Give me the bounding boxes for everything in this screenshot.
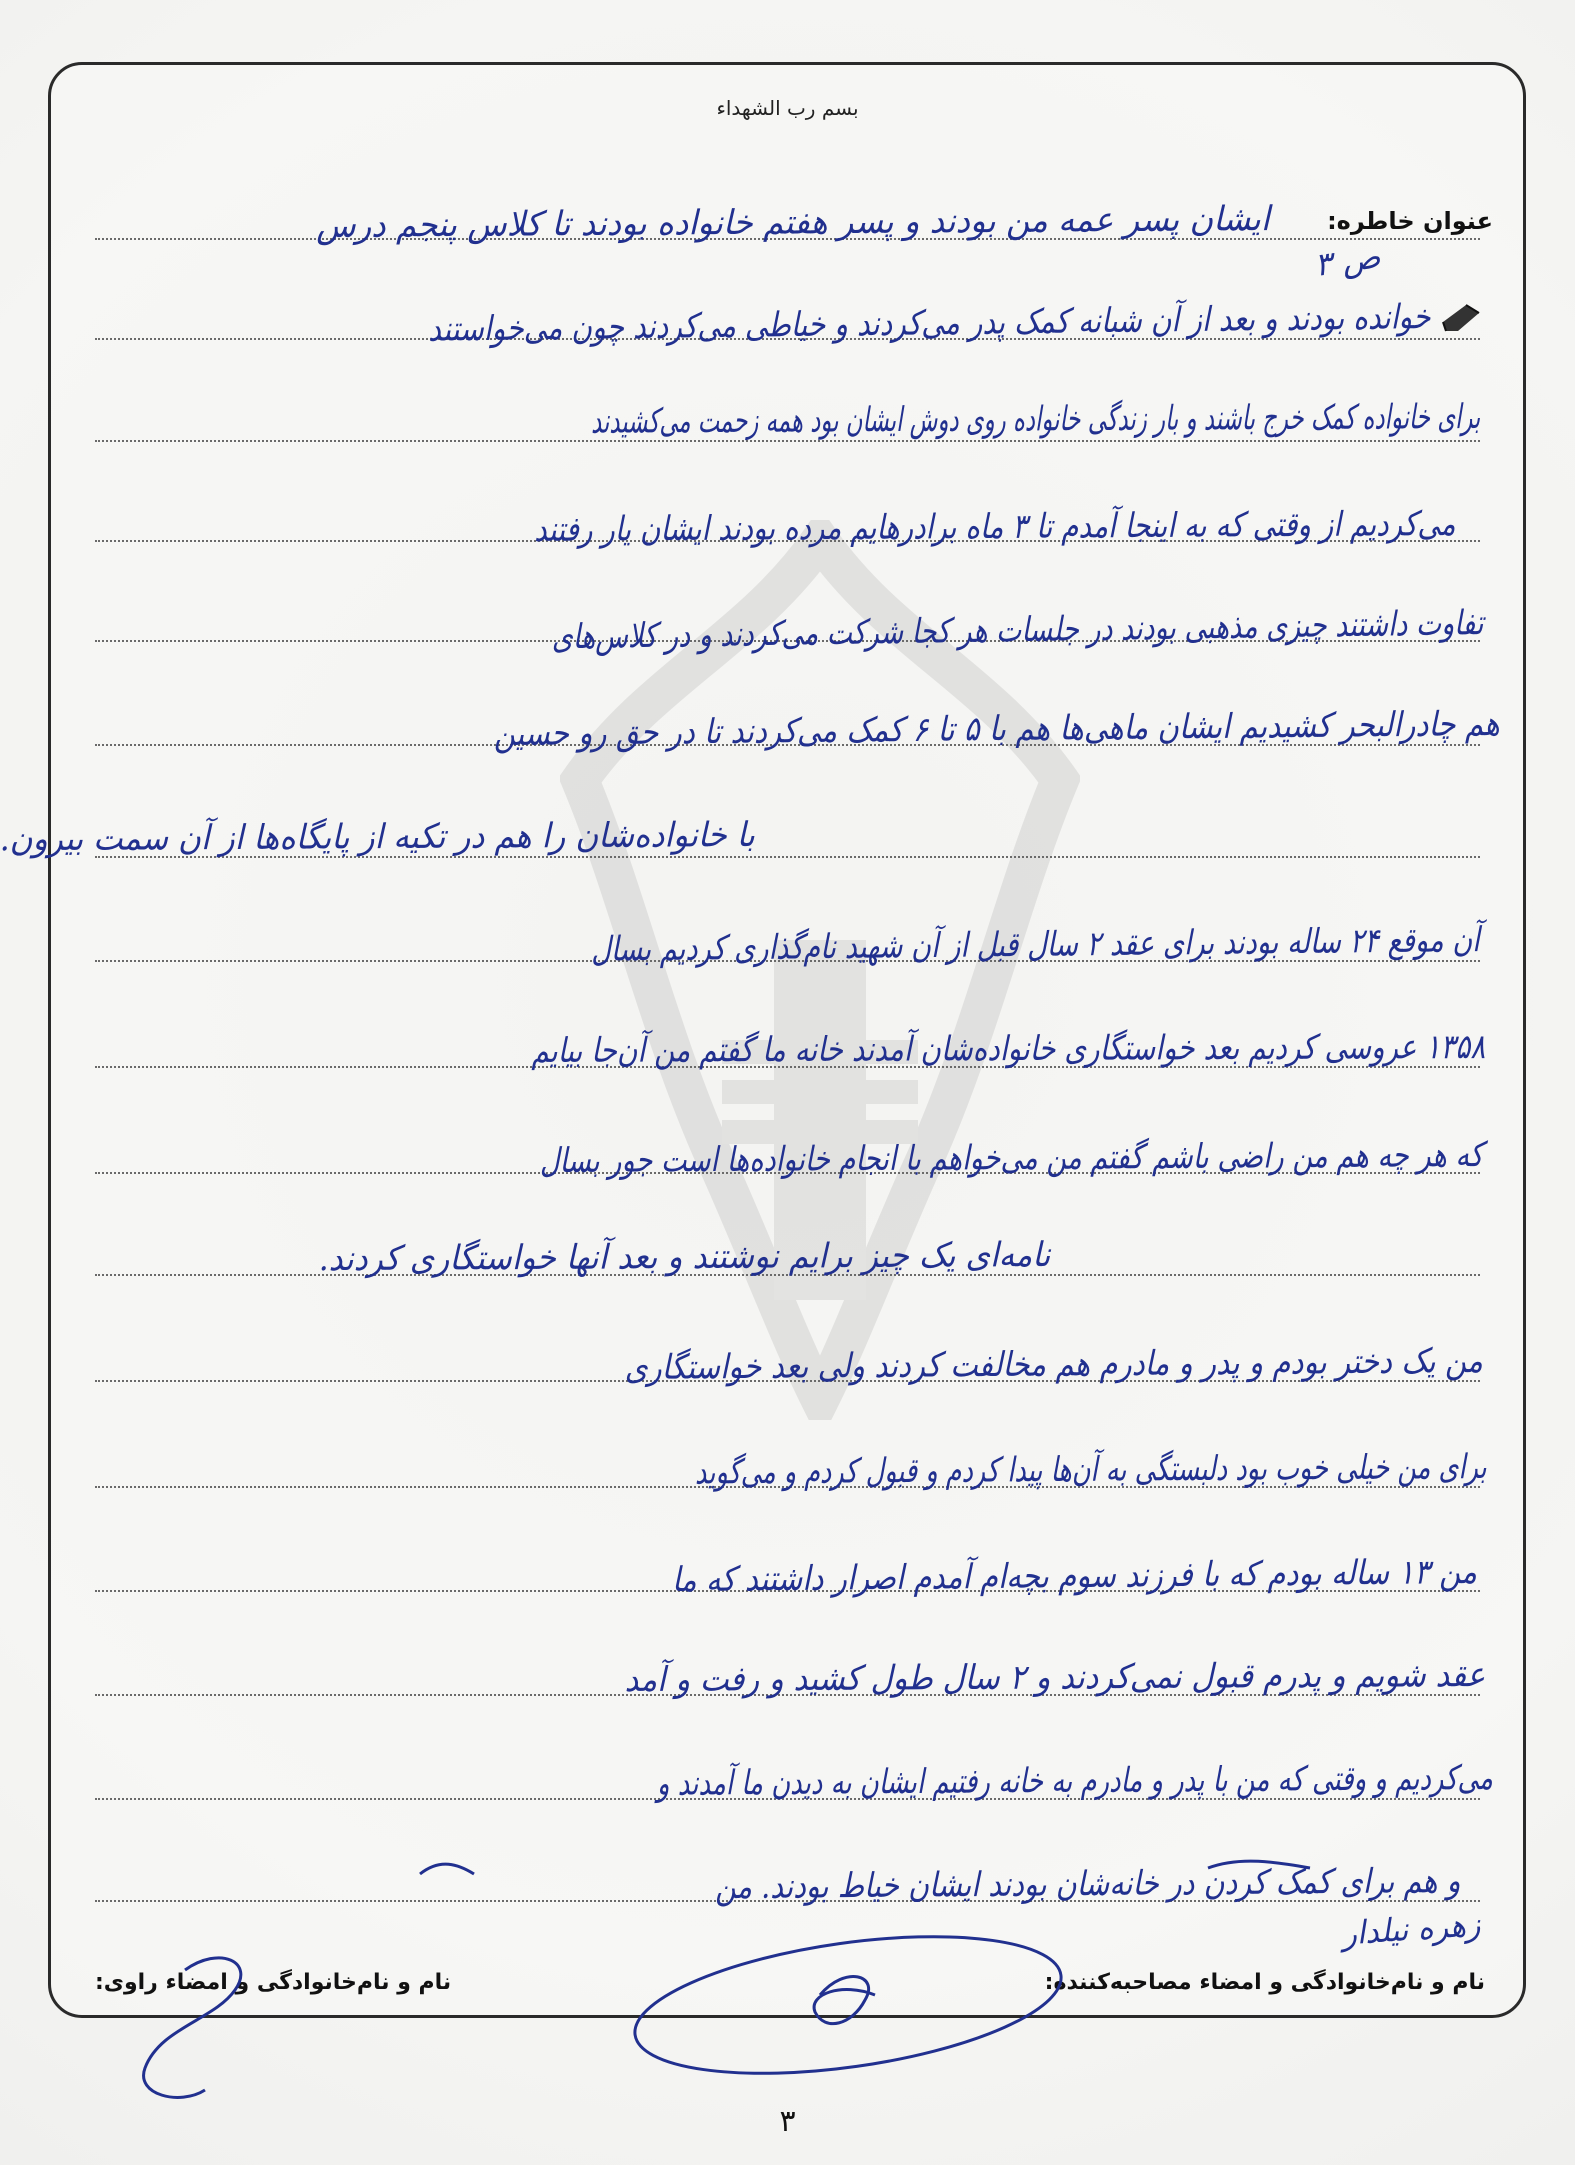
handwritten-line-17: و هم برای کمک کردن در خانه‌شان بودند ایشان خیاط بودند. من [714, 1861, 1461, 1908]
handwritten-line-4: می‌کردیم از وقتی که به اینجا آمدم تا ۳ ماه برادرهایم مرده بودند ایشان یار رفتند [533, 504, 1456, 550]
handwritten-line-14: من ۱۳ ساله بودم که با فرزند سوم بچه‌ام آمدم اصرار داشتند که ما [671, 1552, 1478, 1601]
interviewer-signature-label: نام و نام‌خانوادگی و امضاء مصاحبه‌کننده: [1044, 1970, 1485, 1995]
narrator-signature-label: نام و نام‌خانوادگی و امضاء راوی: [95, 1970, 452, 1995]
narrator-signature-name: زهره نیلدار [1340, 1905, 1482, 1953]
handwritten-line-10: که هر چه هم من راضی باشم گفتم من می‌خواهم با انجام خانواده‌ها است جور بسال [539, 1135, 1484, 1182]
handwritten-line-2: خوانده بودند و بعد از آن شبانه کمک پدر می‌کردند و خیاطی می‌کردند چون می‌خواستند [427, 297, 1431, 350]
handwritten-line-5: تفاوت داشتند چیزی مذهبی بودند در جلسات هر کجا شرکت می‌کردند و در کلاس‌های [551, 603, 1484, 658]
handwritten-line-13: برای من خیلی خوب بود دلبستگی به آن‌ها پیدا کردم و قبول کردم و می‌گوید [695, 1447, 1488, 1493]
handwritten-line-15: عقد شویم و پدرم قبول نمی‌کردند و ۲ سال طول کشید و رفت و آمد [624, 1655, 1486, 1701]
handwritten-line-16: می‌کردیم و وقتی که من با پدر و مادرم به خانه رفتیم ایشان به دیدن ما آمدند و [657, 1758, 1494, 1804]
handwritten-line-11: نامه‌ای یک چیز برایم نوشتند و بعد آنها خواستگاری کردند. [318, 1235, 1051, 1280]
handwritten-line-6: هم چادرالبحر کشیدیم ایشان ماهی‌ها هم با ۵ تا ۶ کمک می‌کردند تا در حق رو حسین [493, 704, 1501, 755]
handwritten-line-8: آن موقع ۲۴ ساله بودند برای عقد ۲ سال قبل از آن شهید نام‌گذاری کردیم بسال [591, 920, 1481, 970]
pen-hand-icon [1439, 300, 1485, 334]
signature-section [95, 1970, 1485, 1995]
handwritten-line-12: من یک دختر بودم و پدر و مادرم هم مخالفت کردند ولی بعد خواستگاری [624, 1341, 1484, 1388]
handwritten-line-9: ۱۳۵۸ عروسی کردیم بعد خواستگاری خانواده‌شان آمدند خانه ما گفتم من آن‌جا بیایم [531, 1027, 1486, 1072]
document-header: بسم رب الشهداء [716, 96, 859, 120]
handwritten-line-3: برای خانواده کمک خرج باشند و بار زندگی خانواده روی دوش ایشان بود همه زحمت می‌کشیدند [590, 397, 1481, 442]
memory-title-label: عنوان خاطره: [1327, 207, 1493, 235]
handwritten-line-1: ایشان پسر عمه من بودند و پسر هفتم خانواده بودند تا کلاس پنجم درس [316, 199, 1271, 247]
handwritten-line-7: با خانواده‌شان را هم در تکیه از پایگاه‌ها از آن سمت بیرون. [0, 815, 756, 860]
page-number: ۳ [779, 2104, 796, 2139]
page-corner-mark: ص ۳ [1311, 237, 1383, 285]
